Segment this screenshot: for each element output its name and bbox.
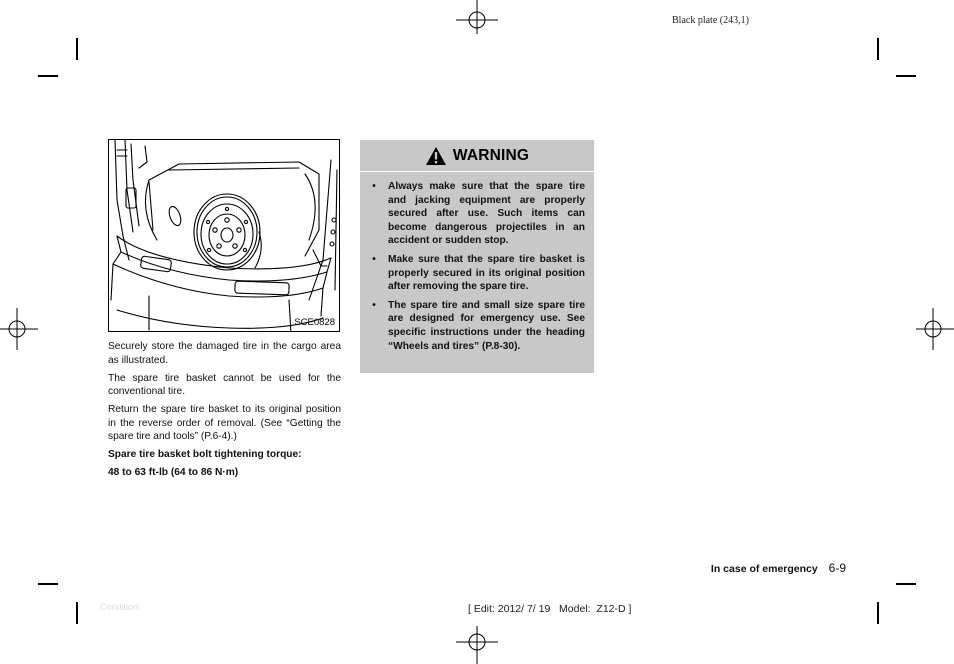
warning-box: [360, 140, 594, 373]
paragraph-store-tire: Securely store the damaged tire in the cargo area as illustrated.: [108, 341, 341, 366]
condition-label: Condition:: [100, 602, 141, 612]
torque-spec-label: Spare tire basket bolt tightening torque:: [108, 449, 302, 460]
warning-item: [369, 180, 585, 248]
warning-item: [369, 299, 585, 353]
paragraph-return-basket: Return the spare tire basket to its original position in the reverse order of removal. (See “Getting the spare tire and tools” (P.6-4).): [108, 404, 341, 442]
torque-spec-value: 48 to 63 ft-lb (64 to 86 N·m): [108, 466, 239, 478]
instruction-text: [108, 340, 341, 483]
paragraph-basket-limit: The spare tire basket cannot be used for the conventional tire.: [108, 372, 341, 397]
section-title: In case of emergency: [710, 563, 818, 575]
warning-title: WARNING: [452, 146, 530, 164]
edit-info: [ Edit: 2012/ 7/ 19 Model: Z12-D ]: [468, 603, 632, 615]
registration-mark-left: [0, 308, 42, 350]
warning-item-text: Always make sure that the spare tire and jacking equipment are properly secured after use. Such items can become dangerous projectiles in an accident or sudden stop.: [388, 181, 585, 247]
bullet: •: [372, 253, 376, 265]
plate-label: Black plate (243,1): [672, 15, 749, 26]
warning-triangle-icon: [425, 146, 447, 166]
registration-mark-bottom: [456, 622, 498, 664]
registration-mark-top: [456, 0, 498, 42]
cargo-area-illustration: [108, 139, 340, 332]
page-number: 6-9: [828, 561, 846, 575]
warning-item-text: The spare tire and small size spare tire are designed for emergency use. See specific instructions under the heading “Wheels and tires” (P.8-30).: [388, 299, 585, 352]
registration-mark-right: [912, 308, 954, 350]
warning-item: [369, 253, 585, 294]
warning-item-text: Make sure that the spare tire basket is properly secured in its original position after removing the spare tire.: [388, 253, 585, 293]
warning-list: [360, 172, 594, 353]
page-footer: [640, 561, 846, 575]
bullet: •: [372, 299, 376, 311]
spare-tire-drawing: [109, 140, 340, 332]
warning-header: [360, 140, 594, 172]
bullet: •: [372, 181, 376, 192]
figure-code: SCE0828: [294, 317, 335, 328]
